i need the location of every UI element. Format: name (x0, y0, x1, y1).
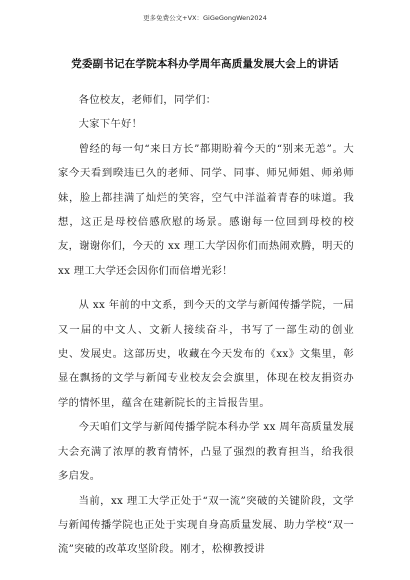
paragraph: 曾经的每一句“来日方长”都期盼着今天的“别来无恙”。大家今天看到暌违已久的老师、同学、同事、师兄师姐、师弟师妹，脸上都挂满了灿烂的笑容，空气中洋溢着青春的味道。我想，这正是母校倍感欣慰的场景。感谢每一位回到母校的校友，谢谢你们，今天的 xx 理工大学因你们而热闹欢腾，明天的 xx 理工大学还会因你们而倍增光彩！ (58, 142, 354, 277)
paragraph: 今天咱们文学与新闻传播学院本科办学 xx 周年高质量发展大会充满了浓厚的教育情怀，凸显了强烈的教育担当，给我很多启发。 (58, 421, 354, 483)
paragraph: 从 xx 年前的中文系，到今天的文学与新闻传播学院，一届又一届的中文人、文新人接续奋斗，书写了一部生动的创业史、发展史。这部历史，收藏在今天发布的《xx》文集里，彰显在飘扬的文学与新闻专业校友会会旗里，体现在校友捐资办学的情怀里，蕴含在建新院长的主旨报告里。 (58, 299, 354, 409)
paragraph: 当前，xx 理工大学正处于“双一流”突破的关键阶段，文学与新闻传播学院也正处于实现自身高质量发展、助力学校“双一流”突破的改革攻坚阶段。刚才，松柳教授讲 (58, 494, 354, 556)
header-note: 更多免费公文+VX：GiGeGongWen2024 (143, 14, 267, 22)
document-body (58, 88, 354, 562)
greeting: 大家下午好！ (78, 118, 143, 131)
salutation: 各位校友，老师们，同学们： (78, 94, 217, 106)
document-title: 党委副书记在学院本科办学周年高质量发展大会上的讲话 (71, 58, 339, 70)
